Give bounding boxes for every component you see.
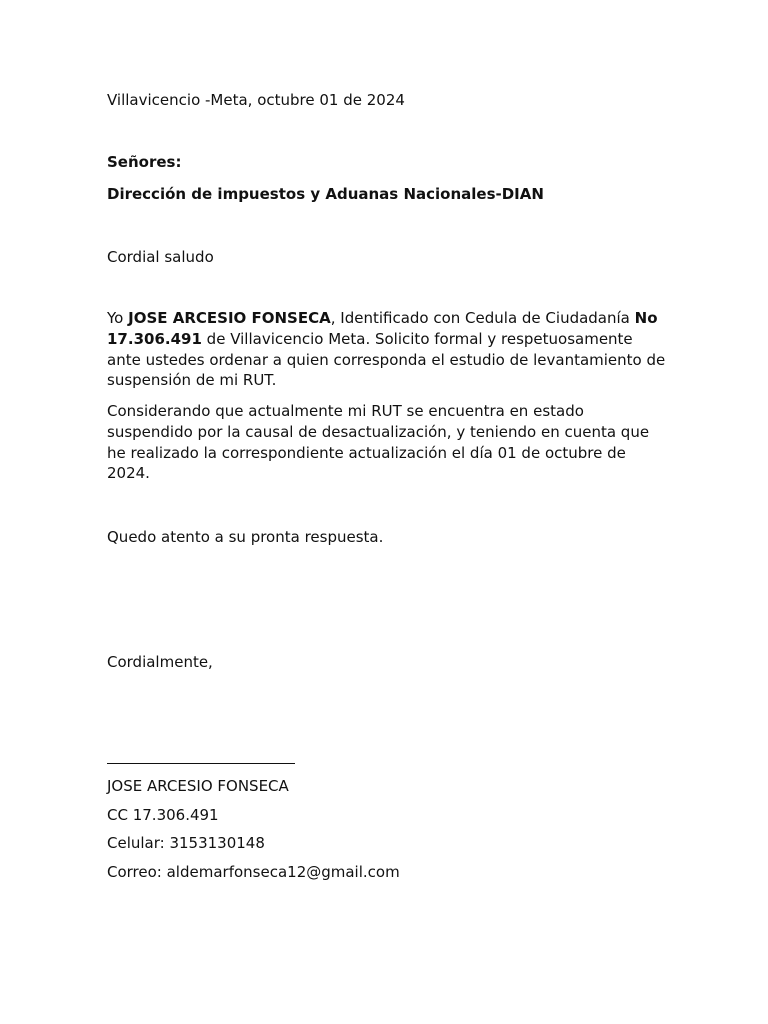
requester-id: No 17.306.491 [107, 309, 658, 348]
sign-off: Cordialmente, [107, 653, 213, 671]
signature-email: Correo: aldemarfonseca12@gmail.com [107, 863, 400, 881]
signature-cc: CC 17.306.491 [107, 806, 219, 824]
addressee-org [107, 184, 544, 204]
paragraph-request-text-2: , Identificado con Cedula de Ciudadanía [330, 309, 635, 327]
addressee-salutation [107, 152, 181, 172]
addressee-org-text: Dirección de impuestos y Aduanas Nacionales-DIAN [107, 185, 544, 203]
signature-phone: Celular: 3153130148 [107, 834, 265, 852]
paragraph-context-text: Considerando que actualmente mi RUT se encuentra en estado suspendido por la causal de desactualización, y teniendo en cuenta que he realizado la correspondiente actualización el día 01 de octubre de 2024. [107, 402, 650, 483]
paragraph-request-text-1: Yo [107, 309, 129, 327]
closing-request: Quedo atento a su pronta respuesta. [107, 528, 384, 546]
paragraph-request [107, 308, 667, 391]
paragraph-request-text-3: de Villavicencio Meta. Solicito formal y respetuosamente ante ustedes ordenar a quien corresponda el estudio de levantamiento de suspensión de mi RUT. [107, 329, 666, 390]
paragraph-context [107, 401, 667, 484]
place-date: Villavicencio -Meta, octubre 01 de 2024 [107, 91, 405, 109]
signature-line [107, 763, 295, 764]
addressee-salutation-text: Señores: [107, 153, 182, 171]
signature-name: JOSE ARCESIO FONSECA [107, 777, 289, 795]
requester-name: JOSE ARCESIO FONSECA [128, 309, 331, 327]
greeting: Cordial saludo [107, 248, 214, 266]
